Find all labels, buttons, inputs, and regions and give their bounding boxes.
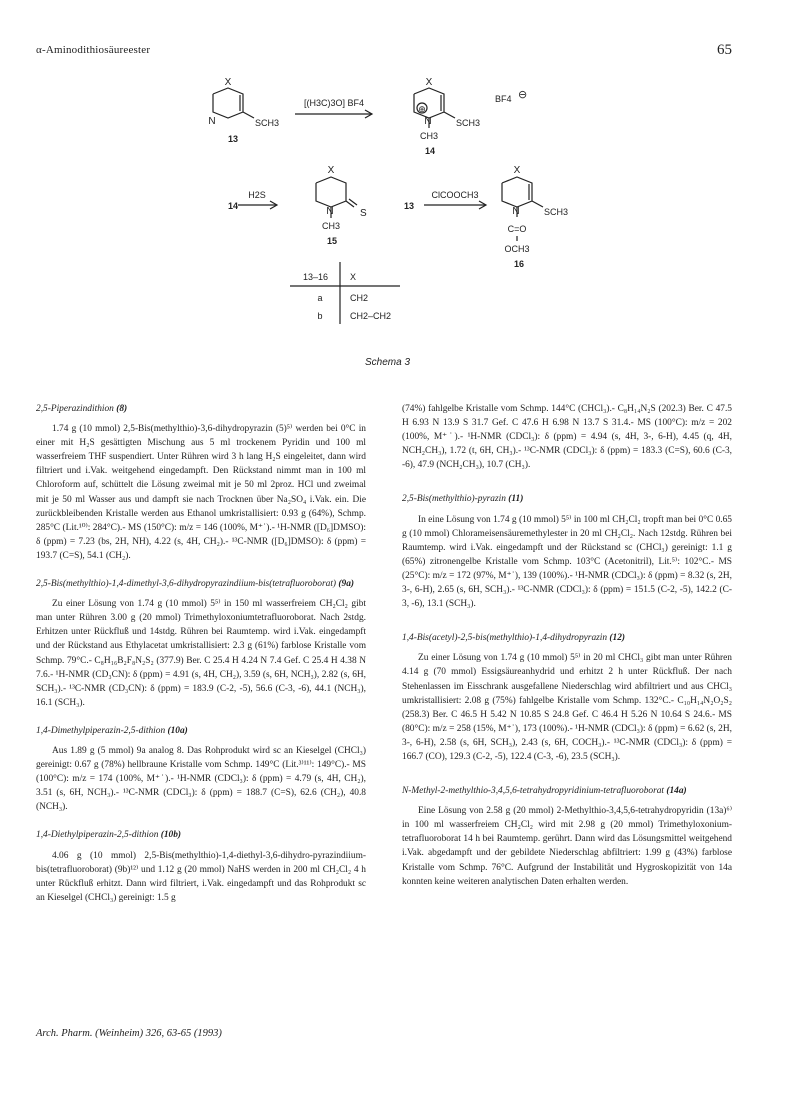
section-title: 1,4-Bis(acetyl)-2,5-bis(methylthio)-1,4-dihydropyrazin (12) [402,633,626,644]
table-row-b-value: CH2–CH2 [350,311,392,321]
scheme-svg [150,72,670,382]
compound-number: (10b) [160,830,182,841]
compound-14-label: 14 [425,146,436,156]
right-column [402,402,732,903]
atom-x-13: X [224,77,232,88]
table-header-x: X [350,272,357,282]
section-body: In eine Lösung von 1.74 g (10 mmol) 5⁵⁾ in 100 ml CH₂Cl₂ tropft man bei 0°C 0.65 g (10 mmol) Chlorameisensäuremethylester in 20 ml CH₂Cl₂. Nach 12stdg. Rühren bei Raumtemp. wird i.Vak. eingedampft und der Rückstand sc (CHCl₃) gereinigt: 1.1 g (65%) zitronengelbe Kristalle vom Schmp. 103°C (Acetonitril), Lit.⁵⁾: 102°C.- MS (25°C): m/z = 172 (97%, M⁺˙), 139 (100%).- ¹H-NMR (CDCl₃): δ (ppm) = 8.32 (s, 2H, 3-, 6-H), 2.65 (s, 6H, SCH₃).- ¹³C-NMR (CDCl₃): δ (ppm) = 151.5 (C-2, -5), 142.2 (C-3, -6), 13.1 (SCH₃). [402,514,732,610]
positive-charge-symbol: ⊕ [418,104,426,114]
table-row-a-label: a [317,293,323,303]
section-piperazindithion [36,402,366,563]
section-body: Zu einer Lösung von 1.74 g (10 mmol) 5⁵⁾ in 20 ml CHCl₃ gibt man unter Rühren 4.14 g (70 mmol) Essigsäureanhydrid und erhitzt 2 h unter Rückfluß. Der nach Stehenlassen im Eisschrank ausgefallene Niederschlag wird abfiltriert und aus CHCl₃ umkristallisiert: 2.08 g (75%) fahlgelbe Kristalle vom Schmp. 132°C.- C₁₀H₁₄N₂O₂S₂ (258.3) Ber. C 46.5 H 5.42 N 10.85 S 24.8 Gef. C 46.4 H 5.26 N 10.64 S 24.6.- MS (80°C): m/z = 258 (15%, M⁺˙), 173 (100%).- ¹H-NMR (CDCl₃): δ (ppm) = 6.62 (s, 2H, 3-, 6-H), 2.58 (s, 6H, SCH₃), 2.43 (s, 6H, COCH₃).- ¹³C-NMR (CDCl₃): δ (ppm) = 166.7 (CO), 129.3 (C-2, -5), 122.4 (C-3, -6), 23.5 (SCH₃). [402,653,732,762]
reagent-oxonium: [(H3C)3O] BF4 [303,98,365,108]
atom-x-16: X [513,165,521,176]
section-dimethylpiperazindithion [36,724,366,815]
group-carbonyl-16: C=O [507,224,527,234]
section-body: 4.06 g (10 mmol) 2,5-Bis(methylthio)-1,4-diethyl-3,6-dihydro-pyrazindiium-bis(tetrafluoroborat) (9b)¹²⁾ und 1.12 g (20 mmol) NaHS werden in 200 ml CH₂Cl₂ 4 h unter Rückfluß erhitzt. Dann wird filtriert, i.Vak. eingedampft und das Rohprodukt sc an Kieselgel (CHCl₃) gereinigt: 1.5 g [36,850,366,903]
reagent-h2s: H2S [248,190,266,200]
section-bisacetyl [402,631,732,764]
table-row-a-value: CH2 [350,293,369,303]
section-body: Eine Lösung von 2.58 g (20 mmol) 2-Methylthio-3,4,5,6-tetrahydropyridin (13a)⁶⁾ in 100 ml wasserfreiem CH₂Cl₂ wird mit 2.98 g (20 mmol) Trimethyloxonium-tetrafluoroborat 14 h bei Raumtemp. gerührt. Dann wird das Lösungsmittel weitgehend i.Vak. abgedampft und der gebildete Niederschlag abfiltriert: 1.99 g (43%) farblose Kristalle vom Schmp. 76°C. Aufgrund der Instabilität und Hygroskopizität von 14a konnten keine weiteren analytischen Daten erhalten werden. [402,806,732,887]
compound-number: (8) [116,404,128,414]
compound-number: (10a) [167,725,188,736]
section-title: 2,5-Bis(methylthio)-1,4-dimethyl-3,6-dihydropyrazindiium-bis(tetrafluoroborat) (9a) [36,579,355,590]
section-bismethylthiopyrazin [402,492,732,611]
section-title: 2,5-Piperazindithion (8) [36,404,128,414]
compound-16-label: 16 [514,259,525,269]
atom-n-16: N [512,206,520,217]
compound-number: (11) [508,494,524,505]
compound-15-label: 15 [327,236,338,246]
atom-x-15: X [327,165,335,176]
section-title: 1,4-Diethylpiperazin-2,5-dithion (10b) [36,830,182,841]
journal-citation: Arch. Pharm. (Weinheim) 326, 63-65 (1993) [36,1028,222,1039]
section-title: N-Methyl-2-methylthio-3,4,5,6-tetrahydropyridinium-tetrafluoroborat (14a) [402,786,687,797]
counterion-bf4: BF4 [495,94,512,104]
compound-13-label: 13 [228,134,239,144]
section-dihydropyrazindiium [36,577,366,710]
compound-14-ref: 14 [228,201,239,211]
group-ch3-15: CH3 [321,221,341,231]
atom-n-15: N [326,206,334,217]
page-number: 65 [717,42,732,58]
reagent-chloroformate: ClCOOCH3 [431,190,479,200]
table-header-compounds: 13–16 [302,272,328,282]
atom-n-14: N [424,116,432,127]
section-diethylpiperazindithion [36,828,366,904]
group-och3-16: OCH3 [504,244,530,254]
section-body: (74%) fahlgelbe Kristalle vom Schmp. 144°C (CHCl₃).- C₈H₁₄N₂S (202.3) Ber. C 47.5 H 6.93 N 13.9 S 31.7 Gef. C 47.6 H 6.98 N 13.7 S 31.4.- MS (100°C): m/z = 202 (100%, M⁺˙).- ¹H-NMR (CDCl₃): δ (ppm) = 4.94 (s, 4H, 3-, 6-H), 4.45 (q, 4H, NCH₂CH₃), 1.72 (t, 6H, CH₃).- ¹³C-NMR (CDCl₃): δ (ppm) = 183.3 (C=S), 60.6 (C-3, -6), 47.9 (NCH₂CH₃), 10.7 (CH₃). [402,404,732,471]
section-body: Zu einer Lösung von 1.74 g (10 mmol) 5⁵⁾ in 150 ml wasserfreiem CH₂Cl₂ gibt man unter Rühren 3.00 g (20 mmol) Trimethyloxoniumtetrafluoroborat. Nach 2stdg. Erhitzen unter Rückfluß und 14stdg. Rühren bei Raumtemp. wird i.Vak. eingedampft und der Rückstand aus Ethylacetat umkristallisiert: 2.3 g (61%) farblose Kristalle vom Schmp. 79°C.- C₈H₁₆B₂F₈N₂S₂ (377.9) Ber. C 25.4 H 4.24 N 7.4 Gef. C 25.4 H 4.38 N 7.6.- ¹H-NMR (CD₃CN): δ (ppm) = 4.91 (s, 4H, CH₂), 3.59 (s, 6H, NCH₃), 2.82 (s, 6H, SCH₃).- ¹³C-NMR (CD₃CN): δ (ppm) = 183.9 (C-2, -5), 56.6 (C-3, -6), 44.1 (NCH₃), 16.1 (SCH₃). [36,599,366,708]
compound-number: (14a) [666,786,687,797]
scheme-caption: Schema 3 [365,357,411,368]
compound-number: (9a) [338,579,355,590]
left-column [36,402,366,919]
section-title: 1,4-Dimethylpiperazin-2,5-dithion (10a) [36,725,188,736]
section-tetrahydropyridinium [402,784,732,889]
running-head: α-Aminodithiosäureester [36,44,151,56]
group-sch3-14: SCH3 [456,118,481,128]
compound-number: (12) [609,633,626,644]
negative-charge-symbol: ⊖ [518,89,528,101]
table-row-b-label: b [317,311,323,321]
section-body: 1.74 g (10 mmol) 2,5-Bis(methylthio)-3,6-dihydropyrazin (5)⁵⁾ werden bei 0°C in einer mit H₂S gesättigten Mischung aus 5 ml trockenem Pyridin und 100 ml wasserfreiem THF suspendiert. Unter Rühren wird 3 h lang H₂S eingeleitet, dann wird filtriert und i.Vak. weitgehend eingedampft. Den Rückstand nimmt man in 100 ml Chloroform auf, schüttelt die Lösung zweimal mit je 50 ml 2proz. HCl und zweimal mit je 50 ml Wasser aus und dampft sie nach Trocknen über Na₂SO₄ i.Vak. ein. Die zurückbleibenden Kristalle werden aus Ethanol umkristallisiert: 0.93 g (64%), Schmp. 285°C (Lit.¹⁰⁾: 284°C).- MS (150°C): m/z = 146 (100%, M⁺˙).- ¹H-NMR ([D₆]DMSO): δ (ppm) = 7.23 (bs, 2H, NH), 4.22 (s, 4H, CH₂).- ¹³C-NMR ([D₆]DMSO): δ (ppm) = 193.7 (C=S), 54.1 (CH₂). [36,424,366,561]
group-sch3-16: SCH3 [544,207,569,217]
section-continuation [402,402,732,472]
group-ch3-14: CH3 [419,131,439,141]
page-header [36,44,732,64]
compound-13-ref: 13 [404,201,415,211]
atom-n-13: N [208,116,216,127]
reaction-scheme [150,72,670,382]
atom-x-14: X [425,77,433,88]
section-title: 2,5-Bis(methylthio)-pyrazin (11) [402,494,524,505]
section-body: Aus 1.89 g (5 mmol) 9a analog 8. Das Rohprodukt wird sc an Kieselgel (CHCl₃) gereinigt: 0.67 g (78%) hellbraune Kristalle vom Schmp. 149°C (Lit.³⁾¹¹⁾: 149°C).- MS (100°C): m/z = 174 (100%, M⁺˙).- ¹H-NMR (CDCl₃): δ (ppm) = 4.79 (s, 4H, CH₂), 3.51 (s, 6H, NCH₃).- ¹³C-NMR (CDCl₃): δ (ppm) = 188.7 (C=S), 62.6 (CH₂), 40.8 (NCH₃). [36,745,366,813]
group-sch3-13: SCH3 [255,118,280,128]
atom-s-15: S [360,208,367,219]
